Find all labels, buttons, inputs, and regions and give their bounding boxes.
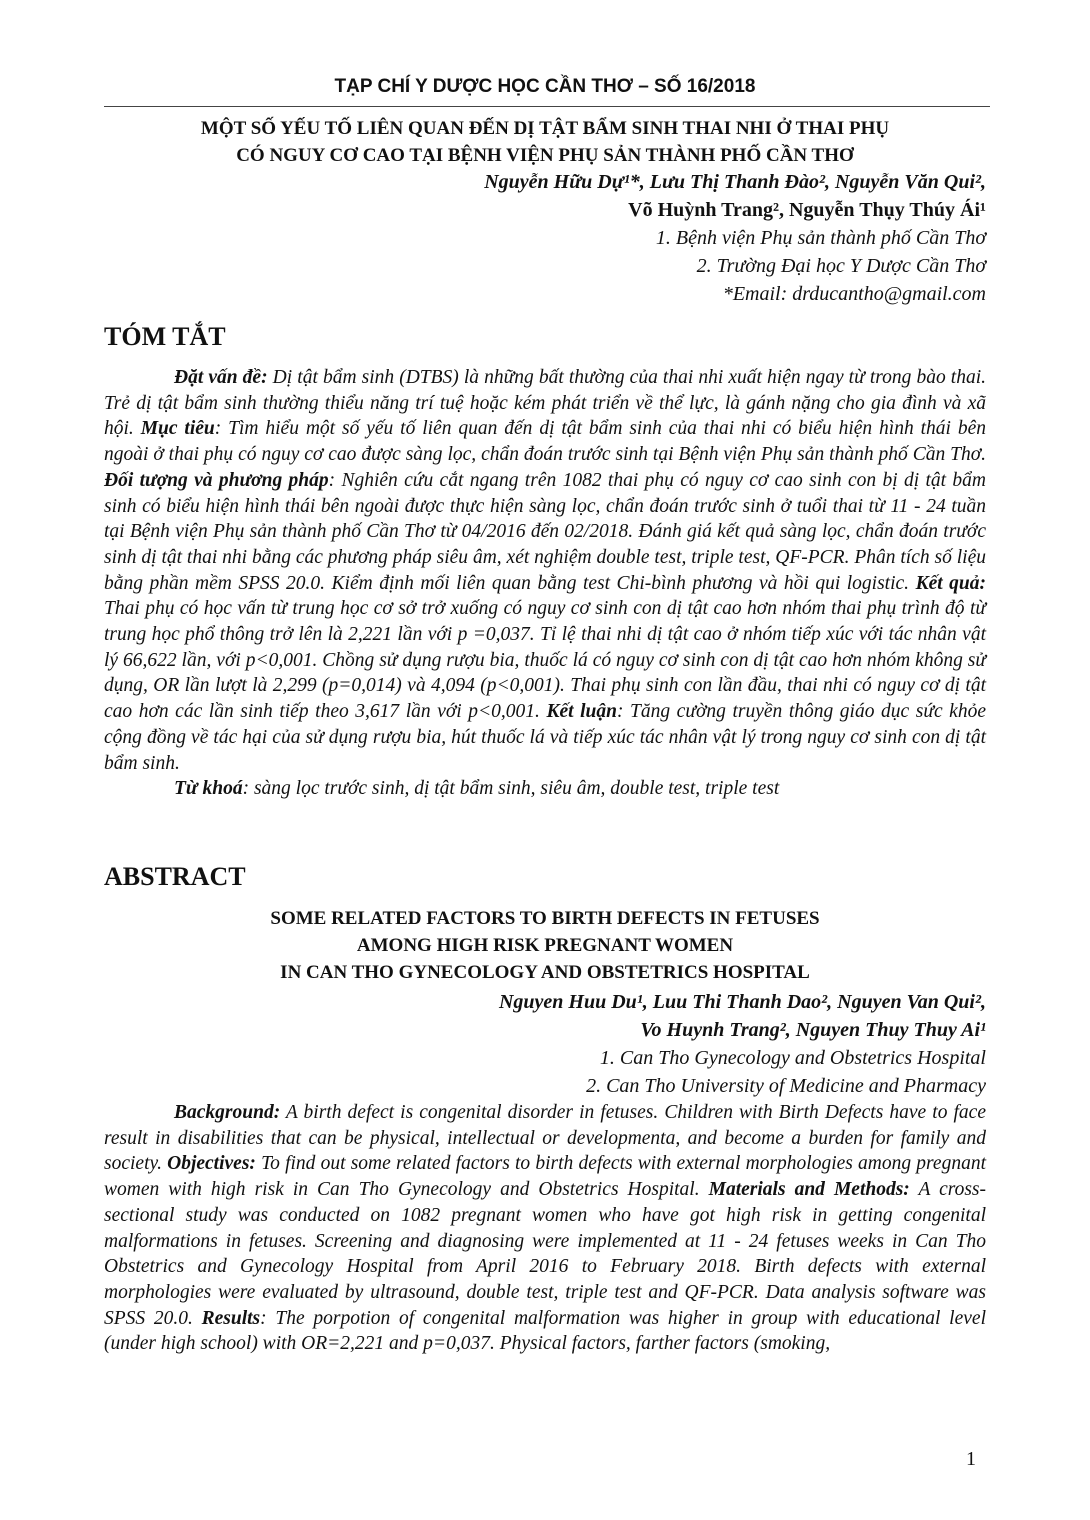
section-label: Kết luận: [546, 701, 617, 723]
vi-affiliation: 2. Trường Đại học Y Dược Cần Thơ: [696, 255, 986, 277]
section-text: : Tăng cường truyền thông giáo dục sức khỏe cộng đồng về tác hại của sử dụng rượu bia, hút thuốc lá và tiếp xúc tác nhân vật lý trong nguy cơ sinh con dị tật bẩm sinh.: [104, 701, 986, 774]
section-label: Đặt vấn đề:: [174, 367, 268, 388]
vi-authors-line: Võ Huỳnh Trang², Nguyễn Thụy Thúy Ái¹: [628, 199, 986, 221]
en-title: [90, 905, 1000, 986]
keywords-label: Từ khoá: [174, 778, 243, 800]
en-abstract: [104, 1100, 986, 1357]
en-authors: [499, 988, 986, 1100]
keywords: : sàng lọc trước sinh, dị tật bẩm sinh, siêu âm, double test, triple test: [242, 778, 780, 800]
vi-authors: [484, 168, 986, 308]
section-label: Materials and Methods:: [708, 1179, 910, 1201]
vi-email: *Email: drducantho@gmail.com: [722, 283, 986, 305]
section-text: : The porpotion of congenital malformation was higher in group with educational level (under high school) with OR=2,221 and p=0,037. Physical factors, farther factors (smoking,: [104, 1307, 986, 1355]
en-affiliation: 1. Can Tho Gynecology and Obstetrics Hospital: [599, 1047, 986, 1069]
section-label: Results: [201, 1307, 261, 1329]
en-title-line: IN CAN THO GYNECOLOGY AND OBSTETRICS HOSPITAL: [280, 962, 810, 983]
section-text: To find out some related factors to birth defects with external morphologies among pregnant women with high risk in Can Tho Gynecology and Obstetrics Hospital.: [104, 1153, 986, 1201]
en-authors-line: Vo Huynh Trang², Nguyen Thuy Thuy Ai¹: [640, 1019, 986, 1041]
section-label: Background:: [174, 1102, 281, 1123]
section-label: Mục tiêu: [140, 418, 215, 440]
vi-authors-line: Nguyễn Hữu Dự¹*, Lưu Thị Thanh Đào², Nguyễn Văn Qui²,: [484, 171, 986, 193]
en-affiliation: 2. Can Tho University of Medicine and Pharmacy: [586, 1075, 986, 1097]
section-text: Dị tật bẩm sinh (DTBS) là những bất thường của thai nhi xuất hiện ngay từ trong bào thai. Trẻ dị tật bẩm sinh thường thiểu năng trí tuệ hoặc kém phát triển về thể lực, là gánh nặng cho gia đình và xã hội.: [104, 367, 987, 440]
journal-header: TẠP CHÍ Y DƯỢC HỌC CẦN THƠ – SỐ 16/2018: [334, 76, 756, 97]
section-text: : Tìm hiểu một số yếu tố liên quan đến dị tật bẩm sinh của thai nhi có biểu hiện hình thái bên ngoài ở thai phụ có nguy cơ cao được sàng lọc, chẩn đoán trước sinh tại Bệnh viện Phụ sản thành phố Cần Thơ.: [104, 418, 986, 466]
section-text: : Nghiên cứu cắt ngang trên 1082 thai phụ có nguy cơ cao sinh con bị dị tật bẩm sinh có biểu hiện hình thái bên ngoài được thực hiện sàng lọc, chẩn đoán trước sinh ở tuổi thai từ 11 - 24 tuần tại Bệnh viện Phụ sản thành phố Cần Thơ từ 04/2016 đến 02/2018. Đánh giá kết quả sàng lọc, chẩn đoán trước sinh dị tật thai nhi bằng các phương pháp siêu âm, xét nghiệm double test, triple test, QF-PCR. Phân tích số liệu bằng phần mềm SPSS 20.0. Kiểm định mối liên quan bằng test Chi-bình phương và hồi qui logistic.: [104, 469, 987, 594]
vi-affiliation: 1. Bệnh viện Phụ sản thành phố Cần Thơ: [655, 227, 986, 249]
section-text: A cross-sectional study was conducted on 1082 pregnant women who have got high risk in getting congenital malformations in fetuses. Screening and diagnosing were implemented at 11 - 24 fetuses weeks in Can Tho Obstetrics and Gynecology Hospital from April 2016 to February 2018. Birth defects with external morphologies were evaluated by ultrasound, double test, triple test and QF-PCR. Data analysis software was SPSS 20.0.: [104, 1179, 987, 1329]
section-text: A birth defect is congenital disorder in fetuses. Children with Birth Defects have to face result in disabilities that can be physical, intellectual or developmenta, and become a burden for family and society.: [104, 1102, 986, 1175]
en-title-line: SOME RELATED FACTORS TO BIRTH DEFECTS IN FETUSES: [270, 908, 820, 929]
section-label: Objectives:: [167, 1153, 256, 1175]
vi-title-line: MỘT SỐ YẾU TỐ LIÊN QUAN ĐẾN DỊ TẬT BẨM SINH THAI NHI Ở THAI PHỤ: [200, 118, 890, 139]
en-title-line: AMONG HIGH RISK PREGNANT WOMEN: [356, 935, 734, 956]
section-label: Kết quả:: [915, 572, 986, 594]
vi-abstract: [104, 365, 986, 802]
vi-title: [90, 115, 1000, 169]
en-heading: ABSTRACT: [104, 862, 246, 891]
vi-heading: TÓM TẮT: [104, 322, 226, 351]
section-text: Thai phụ có học vấn từ trung học cơ sở trở xuống có nguy cơ sinh con dị tật cao hơn nhóm thai phụ trình độ từ trung học phổ thông trở lên là 2,221 lần với p =0,037. Tỉ lệ thai nhi dị tật cao ở nhóm tiếp xúc với tác nhân vật lý 66,622 lần, với p<0,001. Chồng sử dụng rượu bia, thuốc lá có nguy cơ sinh con dị tật cao hơn nhóm không sử dụng, OR lần lượt là 2,299 (p=0,014) và 4,094 (p<0,001). Thai phụ sinh con lần đầu, thai nhi có nguy cơ dị tật cao hơn các lần sinh tiếp theo 3,617 lần với p<0,001.: [104, 598, 986, 723]
header-rule: [104, 106, 990, 107]
vi-title-line: CÓ NGUY CƠ CAO TẠI BỆNH VIỆN PHỤ SẢN THÀNH PHỐ CẦN THƠ: [236, 145, 854, 166]
en-authors-line: Nguyen Huu Du¹, Luu Thi Thanh Dao², Nguyen Van Qui²,: [498, 991, 986, 1013]
section-label: Đối tượng và phương pháp: [104, 469, 329, 491]
page-number: 1: [966, 1448, 976, 1470]
